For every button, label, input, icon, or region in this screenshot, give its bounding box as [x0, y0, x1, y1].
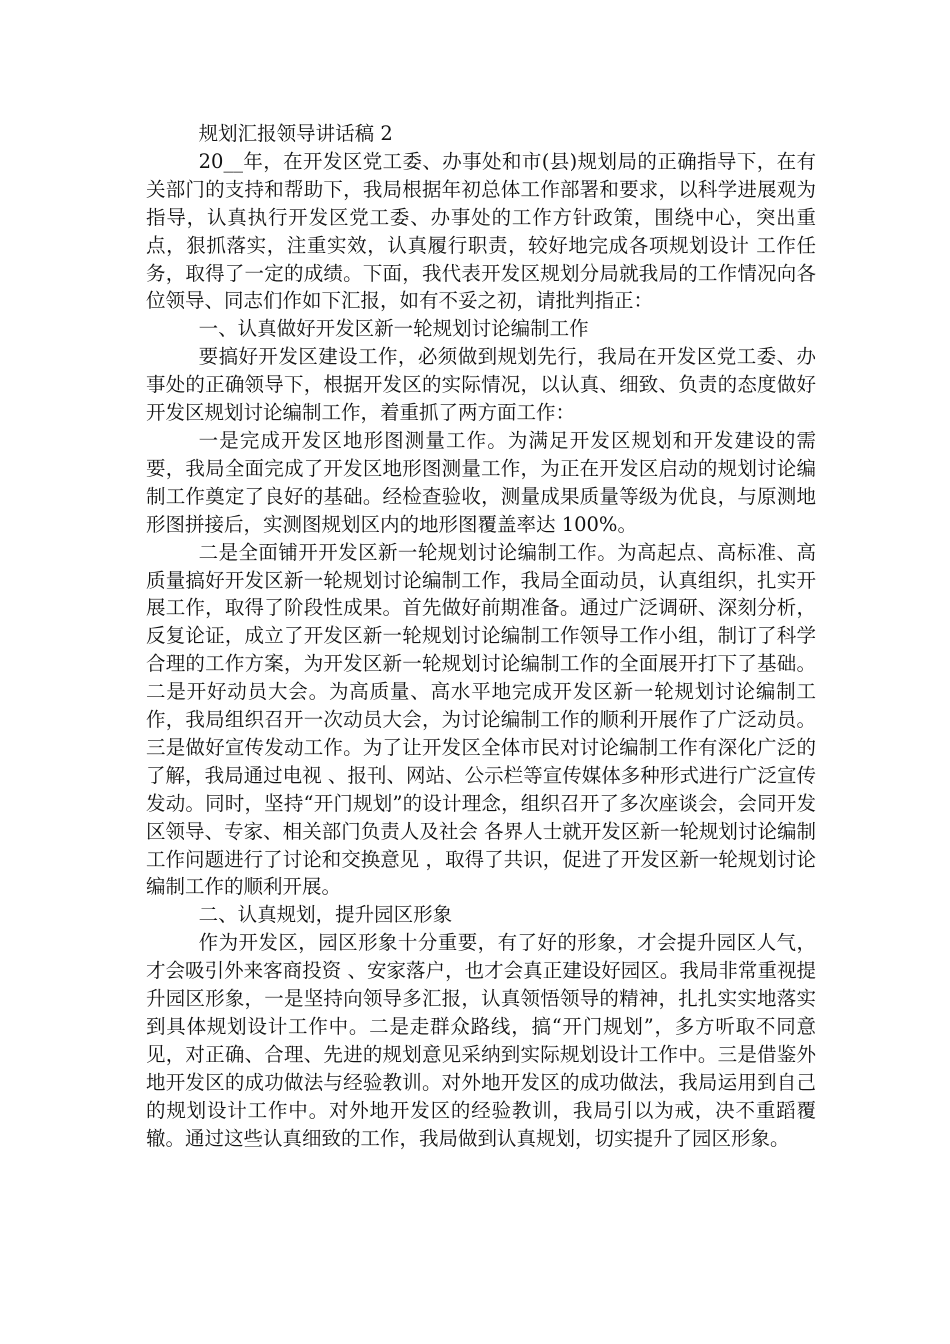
section-heading-2: 二、认真规划，提升园区形象	[198, 903, 453, 927]
paragraph-survey: 一是完成开发区地形图测量工作。为满足开发区规划和开发建设的需要，我局全面完成了开发区地形图测量工作，为正在开发区启动的规划讨论编制工作奠定了良好的基础。经检查验收，测量成果质量等级为优良，与原测地形图拼接后，实测图规划区内的地形图覆盖率达 100%。	[146, 428, 816, 536]
document-page	[146, 120, 816, 1153]
section-heading-1: 一、认真做好开发区新一轮规划讨论编制工作	[198, 317, 589, 341]
paragraph-intro: 20__年，在开发区党工委、办事处和市(县)规划局的正确指导下，在有关部门的支持和帮助下，我局根据年初总体工作部署和要求，以科学进展观为指导，认真执行开发区党工委、办事处的工作方针政策，围绕中心，突出重点，狠抓落实，注重实效，认真履行职责，较好地完成各项规划设计 工作任务，取得了一定的成绩。下面，我代表开发区规划分局就我局的工作情况向各位领导、同志们作如下汇报，如有不妥之初，请批判指正：	[146, 149, 816, 313]
paragraph-new-plan: 二是全面铺开开发区新一轮规划讨论编制工作。为高起点、高标准、高质量搞好开发区新一轮规划讨论编制工作，我局全面动员，认真组织，扎实开展工作，取得了阶段性成果。首先做好前期准备。通过广泛调研、深刻分析，反复论证，成立了开发区新一轮规划讨论编制工作领导工作小组，制订了科学合理的工作方案，为开发区新一轮规划讨论编制工作的全面展开打下了基础。二是开好动员大会。为高质量、高水平地完成开发区新一轮规划讨论编制工作，我局组织召开一次动员大会，为讨论编制工作的顺利开展作了广泛动员。三是做好宣传发动工作。为了让开发区全体市民对讨论编制工作有深化广泛的了解，我局通过电视 、报刊、网站、公示栏等宣传媒体多种形式进行广泛宣传发动。同时，坚持“开门规划”的设计理念，组织召开了多次座谈会，会同开发区领导、专家、相关部门负责人及社会 各界人士就开发区新一轮规划讨论编制工作问题进行了讨论和交换意见 ，取得了共识，促进了开发区新一轮规划讨论编制工作的顺利开展。	[146, 540, 816, 899]
paragraph-park-image: 作为开发区，园区形象十分重要，有了好的形象，才会提升园区人气，才会吸引外来客商投资 、安家落户，也才会真正建设好园区。我局非常重视提升园区形象，一是坚持向领导多汇报，认真领悟领导的精神，扎扎实实地落实到具体规划设计工作中。二是走群众路线，搞“开门规划”，多方听取不同意见，对正确、合理、先进的规划意见采纳到实际规划设计工作中。三是借鉴外地开发区的成功做法与经验教训。对外地开发区的成功做法，我局运用到自己的规划设计工作中。对外地开发区的经验教训，我局引以为戒，决不重蹈覆辙。通过这些认真细致的工作，我局做到认真规划，切实提升了园区形象。	[146, 931, 816, 1150]
paragraph-planning-first: 要搞好开发区建设工作，必须做到规划先行，我局在开发区党工委、办事处的正确领导下，根据开发区的实际情况，以认真、细致、负责的态度做好开发区规划讨论编制工作，着重抓了两方面工作：	[146, 345, 816, 425]
document-title: 规划汇报领导讲话稿 2	[198, 122, 393, 145]
